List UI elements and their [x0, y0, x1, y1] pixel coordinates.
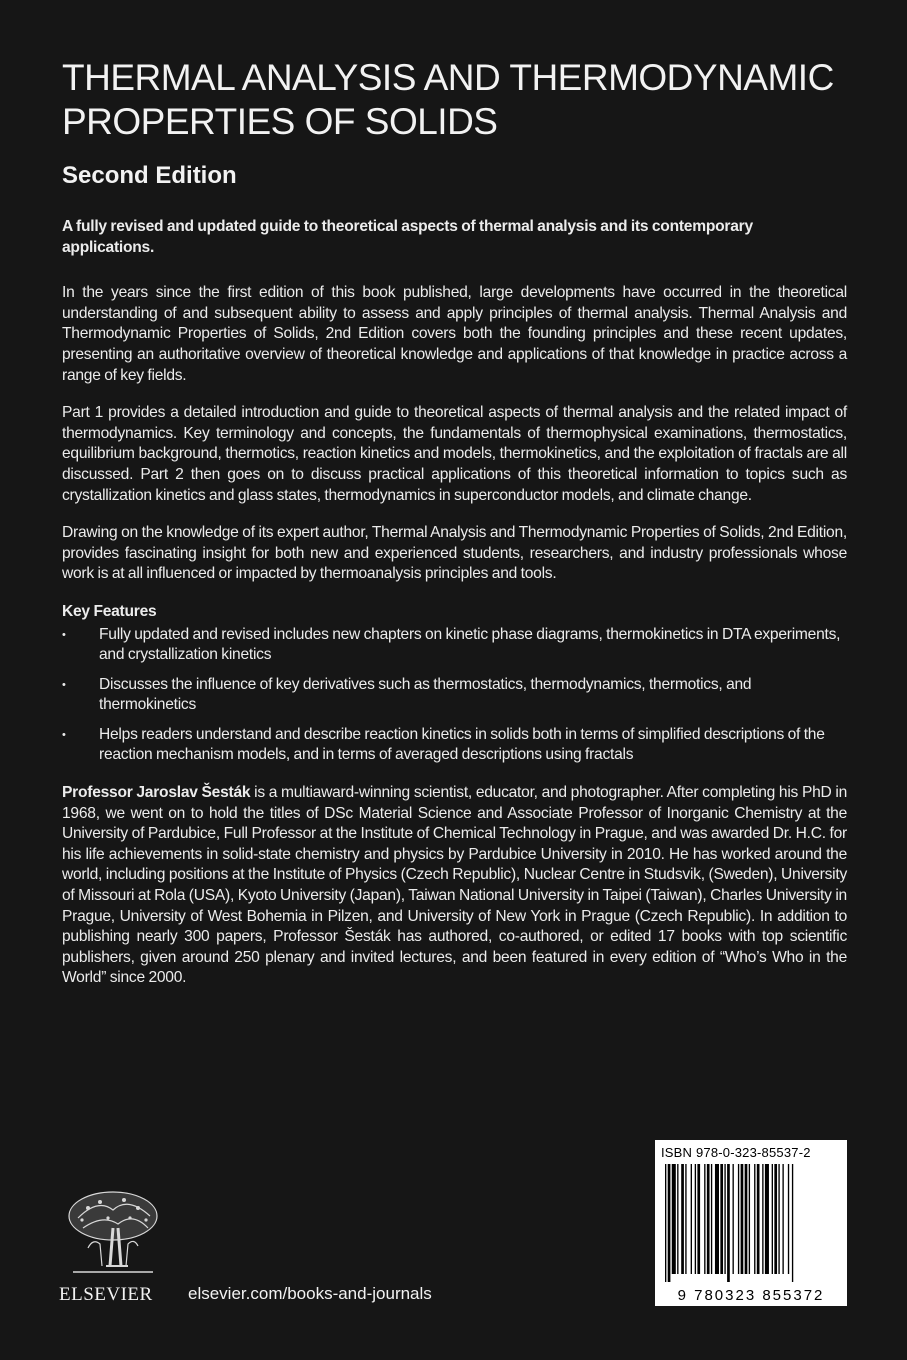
barcode-bar	[695, 1164, 696, 1274]
barcode-bar	[765, 1164, 769, 1274]
isbn-label: ISBN 978-0-323-85537-2	[661, 1145, 811, 1160]
description-body	[62, 217, 847, 1006]
barcode-bar	[733, 1164, 734, 1274]
barcode-bar	[778, 1164, 779, 1274]
barcode-bar	[772, 1164, 773, 1274]
barcode-bar	[677, 1164, 678, 1274]
barcode-bar	[727, 1164, 730, 1282]
barcode-bar	[697, 1164, 700, 1274]
title-line-1: THERMAL ANALYSIS AND THERMODYNAMIC	[62, 57, 834, 98]
barcode-bar	[665, 1164, 666, 1282]
feature-item	[62, 625, 847, 666]
barcode-bar	[774, 1164, 777, 1274]
feature-item	[62, 725, 847, 766]
feature-item	[62, 675, 847, 716]
barcode-bar	[681, 1164, 684, 1274]
barcode-bar	[745, 1164, 748, 1274]
author-bio-text: is a multiaward-winning scientist, educator, and photographer. After completing his PhD in 1968, we went on to hold the titles of DSc Material Science and Associate Professor of Inorganic Chemistry at the University of Pardubice, Full Professor at the Institute of Chemical Technology in Prague, and was awarded Dr. H.C. for his life achievements in solid-state chemistry and physics by Pardubice University in 2010. He has worked around the world, including positions at the Institute of Physics (Czech Republic), Nuclear Centre in Studsvik, (Sweden), University of Missouri at Rola (USA), Kyoto University (Japan), Taiwan National University in Taipei (Taiwan), Charles University in Prague, University of West Bohemia in Pilzen, and University of New York in Prague (Czech Republic). In addition to publishing nearly 300 papers, Professor Šesták has authored, co-authored, or edited 17 books with top scientific publishers, given around 250 plenary and invited lectures, and been featured in every edition of “Who’s Who in the World” since 2000.	[62, 784, 847, 987]
barcode-bar	[715, 1164, 719, 1274]
author-name: Professor Jaroslav Šesták	[62, 784, 251, 802]
bullet-icon: •	[62, 728, 66, 741]
key-features-list	[62, 625, 847, 767]
barcode-bar	[749, 1164, 750, 1274]
elsevier-tree-logo-icon	[58, 1188, 168, 1278]
bullet-icon: •	[62, 628, 66, 641]
barcode-bar	[754, 1164, 755, 1274]
barcode-bar	[762, 1164, 763, 1274]
publisher-url-link[interactable]: elsevier.com/books-and-journals	[188, 1284, 432, 1303]
barcode-bar	[741, 1164, 744, 1274]
edition-label: Second Edition	[62, 162, 237, 189]
barcode-bar	[704, 1164, 705, 1274]
barcode-bar	[788, 1164, 789, 1274]
barcode-bar	[724, 1164, 725, 1274]
paragraph-3: Drawing on the knowledge of its expert author, Thermal Analysis and Thermodynamic Properties of Solids, 2nd Edition, provides fascinating insight for both new and experienced students, researchers, and industry professionals whose work is at all influenced or impacted by thermoanalysis principles and tools.	[62, 524, 847, 583]
barcode-bar	[711, 1164, 712, 1274]
barcode-digits: 9 780323 855372	[677, 1287, 825, 1304]
paragraph-1: In the years since the first edition of this book published, large developments have occurred in the theoretical understanding of and subsequent ability to assess and apply principles of thermal analysis. Thermal Analysis and Thermodynamic Properties of Solids, 2nd Edition covers both the founding principles and these recent updates, presenting an authoritative overview of theoretical knowledge and applications of that knowledge in practice across a range of key fields.	[62, 284, 847, 384]
title-line-2: PROPERTIES OF SOLIDS	[62, 101, 498, 142]
book-title	[62, 56, 862, 144]
barcode-bar	[792, 1164, 793, 1282]
barcode-bar	[691, 1164, 692, 1274]
feature-text: Helps readers understand and describe reaction kinetics in solids both in terms of simplified descriptions of the reaction mechanism models, and in terms of averaged descriptions using fractals	[99, 725, 825, 764]
feature-text: Fully updated and revised includes new chapters on kinetic phase diagrams, thermokinetics in DTA experiments, and crystallization kinetics	[99, 625, 841, 664]
barcode-bars	[659, 1164, 843, 1282]
feature-text: Discusses the influence of key derivatives such as thermostatics, thermodynamics, thermotics, and thermokinetics	[99, 675, 752, 714]
barcode-bar	[707, 1164, 710, 1274]
intro-tagline: A fully revised and updated guide to theoretical aspects of thermal analysis and its contemporary applications.	[62, 218, 753, 256]
barcode-bar	[757, 1164, 760, 1274]
barcode-bar	[685, 1164, 686, 1274]
key-features-heading: Key Features	[62, 602, 157, 620]
barcode-bar	[738, 1164, 739, 1274]
barcode-bar	[782, 1164, 783, 1274]
author-bio	[62, 783, 847, 989]
bullet-icon: •	[62, 678, 66, 691]
barcode-bar	[672, 1164, 676, 1274]
barcode-bar	[720, 1164, 723, 1274]
paragraph-2: Part 1 provides a detailed introduction and guide to theoretical aspects of thermal analysis and the related impact of thermodynamics. Key terminology and concepts, the fundamentals of thermophysical examinations, thermostatics, equilibrium background, thermotics, reaction kinetics and models, thermokinetics, and the exploitation of fractals are all discussed. Part 2 then goes on to discuss practical applications of this theoretical information to topics such as crystallization kinetics and glass states, thermodynamics in superconductor models, and climate change.	[62, 404, 847, 504]
barcode-bar	[668, 1164, 671, 1282]
publisher-name: ELSEVIER	[59, 1284, 153, 1305]
isbn-barcode	[655, 1140, 847, 1306]
